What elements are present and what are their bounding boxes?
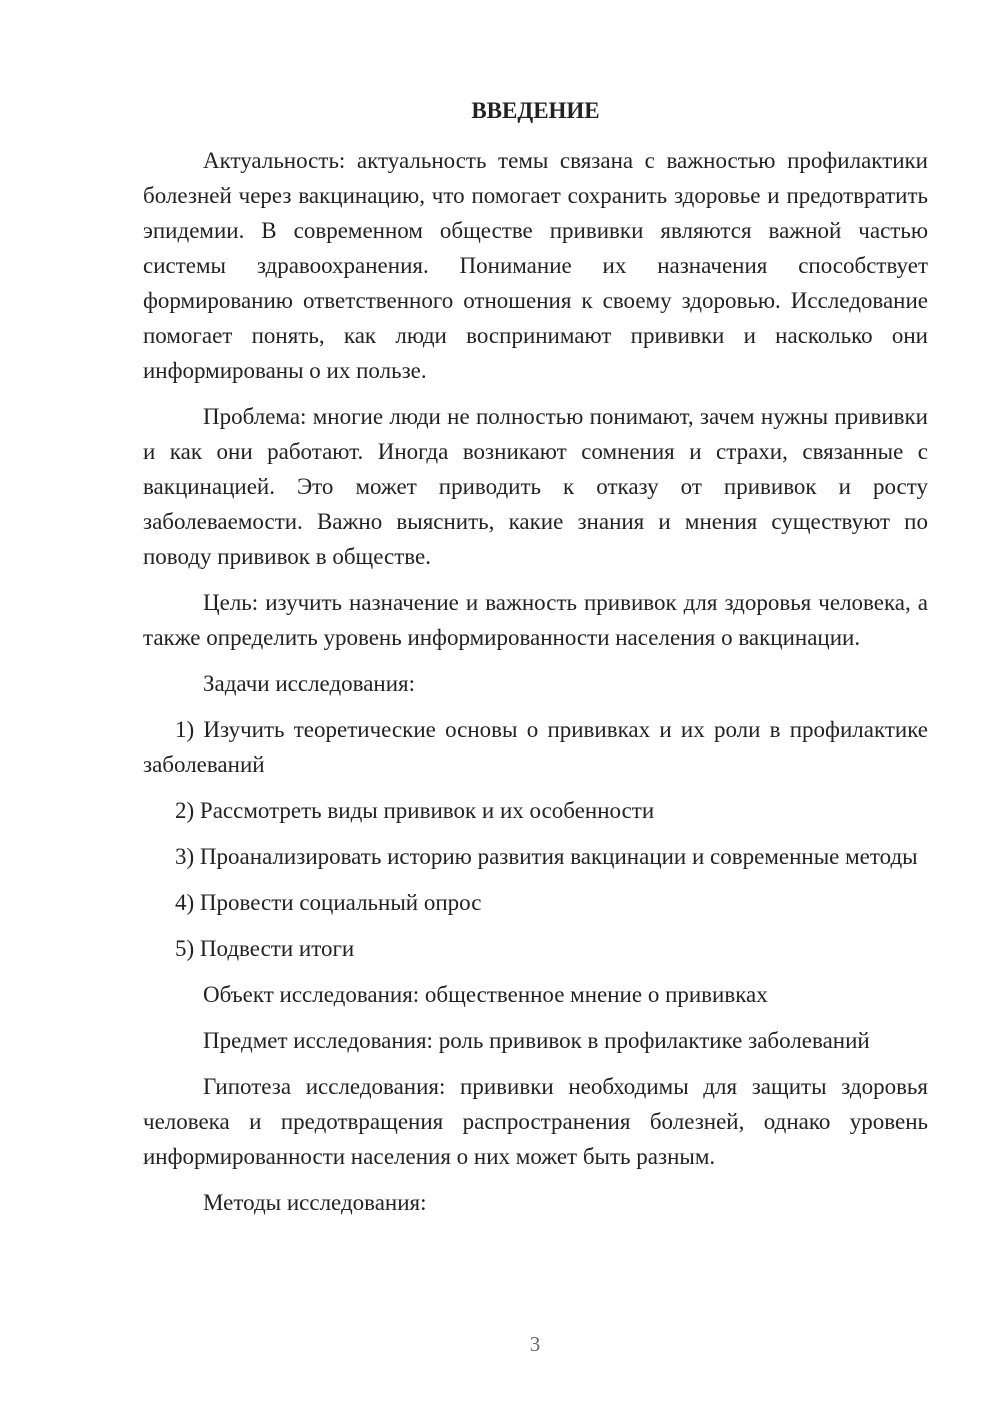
task-list-item: 2) Рассмотреть виды прививок и их особенности (175, 798, 655, 823)
document-page (143, 96, 928, 1231)
task-list-item: 5) Подвести итоги (175, 936, 355, 961)
section-title: ВВЕДЕНИЕ (471, 98, 600, 123)
paragraph-goal: Цель: изучить назначение и важность прививок для здоровья человека, а также определить уровень информированности населения о вакцинации. (143, 590, 928, 650)
paragraph-hypothesis: Гипотеза исследования: прививки необходимы для защиты здоровья человека и предотвращения распространения болезней, однако уровень информированности населения о них может быть разным. (143, 1074, 928, 1169)
paragraph-subject: Предмет исследования: роль прививок в профилактике заболеваний (203, 1028, 870, 1053)
page-number: 3 (529, 1332, 541, 1356)
paragraph-object: Объект исследования: общественное мнение о прививках (203, 982, 768, 1007)
paragraph-problem: Проблема: многие люди не полностью понимают, зачем нужны прививки и как они работают. Иногда возникают сомнения и страхи, связанные с вакцинацией. Это может приводить к отказу от прививок и росту заболеваемости. Важно выяснить, какие знания и мнения существуют по поводу прививок в обществе. (143, 404, 928, 569)
paragraph-relevance: Актуальность: актуальность темы связана с важностью профилактики болезней через вакцинацию, что помогает сохранить здоровье и предотвратить эпидемии. В современном обществе прививки являются важной частью системы здравоохранения. Понимание их назначения способствует формированию ответственного отношения к своему здоровью. Исследование помогает понять, как люди воспринимают прививки и насколько они информированы о их пользе. (143, 148, 928, 383)
task-list-item: 4) Провести социальный опрос (175, 890, 482, 915)
paragraph-methods-heading: Методы исследования: (203, 1190, 427, 1215)
task-list-item: 1) Изучить теоретические основы о прививках и их роли в профилактике заболеваний (143, 717, 928, 777)
paragraph-tasks-heading: Задачи исследования: (203, 671, 416, 696)
task-list-item: 3) Проанализировать историю развития вакцинации и современные методы (175, 844, 918, 869)
